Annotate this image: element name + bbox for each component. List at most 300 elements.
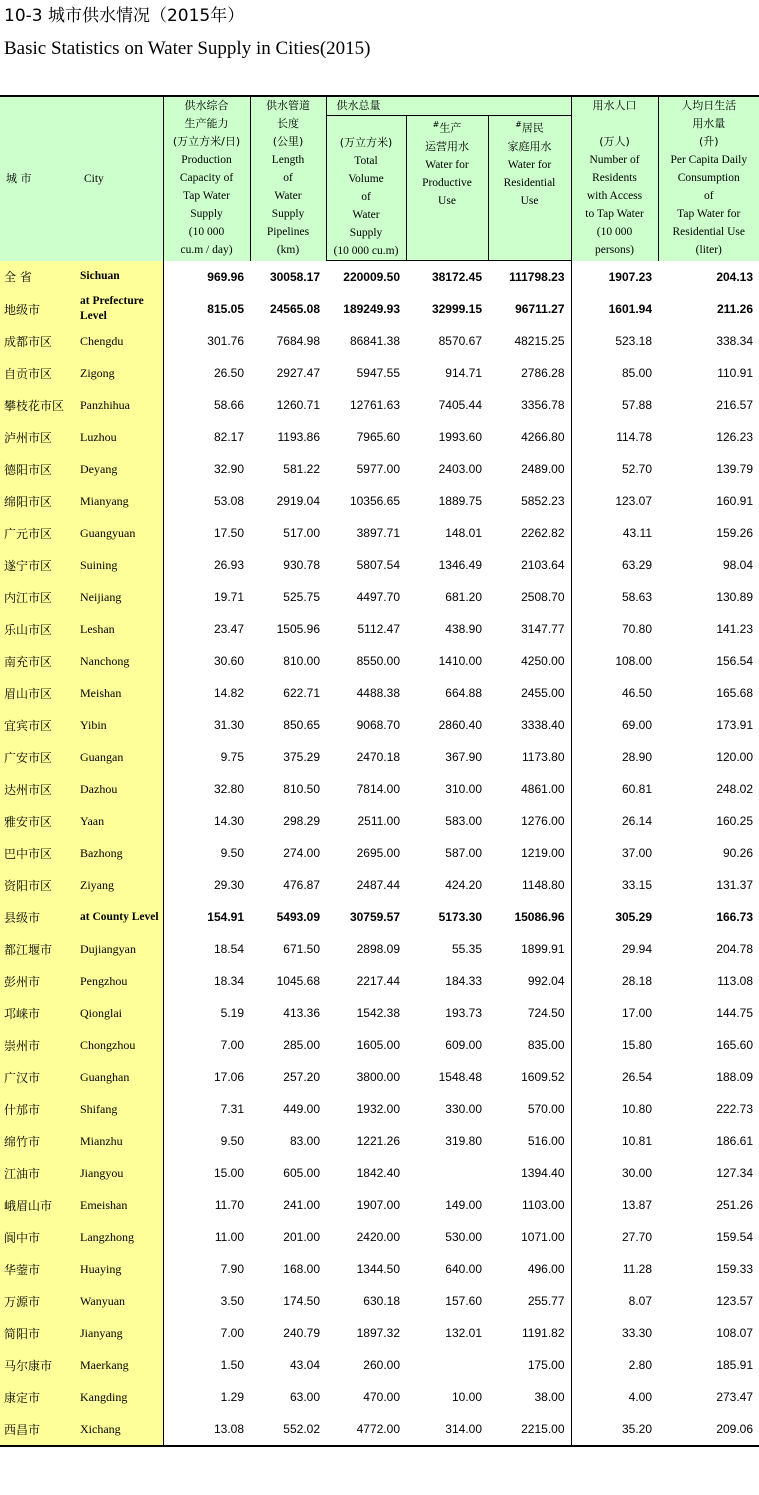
residential-use-cell: 38.00 (534, 1390, 565, 1404)
residents-cell: 57.88 (571, 389, 658, 421)
productive-use-cell: 5173.30 (438, 910, 482, 924)
city-name-chinese: 马尔康市 (0, 1349, 78, 1381)
residents-cell: 28.18 (571, 965, 658, 997)
city-name-english: Jiangyou (78, 1157, 163, 1189)
residents-cell: 43.11 (571, 517, 658, 549)
city-name-english: Nanchong (78, 645, 163, 677)
residential-use-cell: 111798.23 (509, 270, 565, 284)
table-row (0, 517, 759, 549)
city-name-english: Suining (78, 549, 163, 581)
residents-cell: 108.00 (571, 645, 658, 677)
residential-use-cell: 1173.80 (522, 750, 565, 764)
city-name-english: Jianyang (78, 1317, 163, 1349)
city-name-english: Guanghan (78, 1061, 163, 1093)
residents-cell: 28.90 (571, 741, 658, 773)
city-name-english: Bazhong (78, 837, 163, 869)
total-volume-cell: 7965.60 (356, 430, 400, 444)
title-chinese: 10-3 城市供水情况（2015年） (4, 6, 245, 26)
city-name-english: Guangan (78, 741, 163, 773)
residential-use-cell: 1148.80 (522, 878, 565, 892)
city-name-english: Langzhong (78, 1221, 163, 1253)
production-capacity-cell: 14.30 (163, 805, 250, 837)
per-capita-cell: 159.26 (716, 526, 754, 540)
productive-use-cell: 7405.44 (438, 398, 482, 412)
per-capita-cell: 139.79 (716, 462, 754, 476)
total-volume-cell: 5947.55 (356, 366, 400, 380)
per-capita-cell: 98.04 (722, 558, 754, 572)
residential-use-cell: 3356.78 (521, 398, 565, 412)
residential-use-cell: 1276.00 (521, 814, 565, 828)
residents-cell: 114.78 (571, 421, 658, 453)
city-name-chinese: 广安市区 (0, 741, 78, 773)
production-capacity-cell: 9.50 (163, 837, 250, 869)
header-residents: 用水人口 (万人) Number of Residents with Access to Tap Water (10 000 persons) (571, 96, 658, 261)
city-name-english: Qionglai (78, 997, 163, 1029)
header-total-volume: (万立方米) Total Volume of Water Supply (10 000 cu.m) (326, 116, 406, 261)
city-name-chinese: 江油市 (0, 1157, 78, 1189)
table-row (0, 741, 759, 773)
production-capacity-cell: 7.00 (163, 1029, 250, 1061)
total-volume-cell: 1542.38 (356, 1006, 400, 1020)
residents-cell: 85.00 (571, 357, 658, 389)
productive-use-cell: 587.00 (445, 846, 482, 860)
pipeline-length-cell: 930.78 (283, 558, 320, 572)
residents-cell: 58.63 (571, 581, 658, 613)
per-capita-cell: 204.78 (716, 942, 754, 956)
city-name-english: Deyang (78, 453, 163, 485)
total-volume-cell: 220009.50 (343, 270, 400, 284)
total-volume-cell: 4488.38 (356, 686, 400, 700)
production-capacity-cell: 31.30 (163, 709, 250, 741)
pipeline-length-cell: 63.00 (289, 1390, 320, 1404)
residential-use-cell: 96711.27 (515, 302, 565, 316)
total-volume-cell: 2470.18 (356, 750, 400, 764)
production-capacity-cell: 5.19 (163, 997, 250, 1029)
city-name-chinese: 巴中市区 (0, 837, 78, 869)
productive-use-cell: 310.00 (445, 782, 482, 796)
table-row (0, 549, 759, 581)
city-name-chinese: 泸州市区 (0, 421, 78, 453)
city-name-chinese: 地级市 (0, 293, 78, 325)
residential-use-cell: 2786.28 (521, 366, 565, 380)
table-row (0, 869, 759, 901)
production-capacity-cell: 7.90 (163, 1253, 250, 1285)
pipeline-length-cell: 240.79 (283, 1326, 320, 1340)
production-capacity-cell: 18.54 (163, 933, 250, 965)
per-capita-cell: 159.33 (716, 1262, 754, 1276)
productive-use-cell: 330.00 (445, 1102, 482, 1116)
production-capacity-cell: 17.50 (163, 517, 250, 549)
table-row (0, 1285, 759, 1317)
city-name-chinese: 什邡市 (0, 1093, 78, 1125)
city-name-chinese: 全 省 (0, 261, 78, 294)
residents-cell: 27.70 (571, 1221, 658, 1253)
city-name-english: at Prefecture Level (78, 293, 163, 325)
city-name-english: Emeishan (78, 1189, 163, 1221)
city-name-chinese: 万源市 (0, 1285, 78, 1317)
table-row (0, 837, 759, 869)
residents-cell: 70.80 (571, 613, 658, 645)
per-capita-cell: 123.57 (716, 1294, 754, 1308)
per-capita-cell: 131.37 (716, 878, 754, 892)
pipeline-length-cell: 525.75 (283, 590, 320, 604)
header-city-english: City (78, 96, 163, 261)
total-volume-cell: 189249.93 (343, 302, 400, 316)
pipeline-length-cell: 257.20 (283, 1070, 320, 1084)
productive-use-cell: 424.20 (445, 878, 482, 892)
residential-use-cell: 1191.82 (522, 1326, 565, 1340)
residential-use-cell: 48215.25 (514, 334, 565, 348)
residents-cell: 8.07 (571, 1285, 658, 1317)
residential-use-cell: 1609.52 (521, 1070, 565, 1084)
residents-cell: 26.14 (571, 805, 658, 837)
table-row (0, 1413, 759, 1446)
productive-use-cell: 583.00 (445, 814, 482, 828)
table-row (0, 805, 759, 837)
production-capacity-cell: 11.00 (163, 1221, 250, 1253)
city-name-chinese: 邛崃市 (0, 997, 78, 1029)
table-row (0, 325, 759, 357)
water-supply-table (0, 95, 759, 1447)
residential-use-cell: 2508.70 (521, 590, 565, 604)
pipeline-length-cell: 43.04 (289, 1358, 320, 1372)
city-name-english: Zigong (78, 357, 163, 389)
residential-use-cell: 724.50 (527, 1006, 565, 1020)
table-row (0, 1253, 759, 1285)
city-name-english: Huaying (78, 1253, 163, 1285)
table-row (0, 485, 759, 517)
residential-use-cell: 570.00 (527, 1102, 565, 1116)
per-capita-cell: 108.07 (716, 1326, 754, 1340)
city-name-chinese: 县级市 (0, 901, 78, 933)
city-name-chinese: 宜宾市区 (0, 709, 78, 741)
productive-use-cell: 8570.67 (438, 334, 482, 348)
total-volume-cell: 1897.32 (356, 1326, 400, 1340)
per-capita-cell: 110.91 (717, 366, 754, 380)
residential-use-cell: 992.04 (527, 974, 565, 988)
pipeline-length-cell: 298.29 (283, 814, 320, 828)
productive-use-cell: 367.90 (445, 750, 482, 764)
production-capacity-cell: 26.50 (163, 357, 250, 389)
production-capacity-cell: 15.00 (163, 1157, 250, 1189)
residents-cell: 17.00 (571, 997, 658, 1029)
residential-use-cell: 835.00 (527, 1038, 565, 1052)
city-name-english: Yibin (78, 709, 163, 741)
pipeline-length-cell: 201.00 (283, 1230, 320, 1244)
header-productive-use: #生产 运营用水 Water for Productive Use (406, 116, 488, 261)
residents-cell: 1907.23 (571, 261, 658, 294)
total-volume-cell: 12761.63 (349, 398, 400, 412)
productive-use-cell: 149.00 (445, 1198, 482, 1212)
pipeline-length-cell: 413.36 (283, 1006, 320, 1020)
productive-use-cell: 438.90 (445, 622, 482, 636)
total-volume-cell: 2217.44 (356, 974, 400, 988)
residents-cell: 52.70 (571, 453, 658, 485)
city-name-chinese: 广汉市 (0, 1061, 78, 1093)
city-name-chinese: 峨眉山市 (0, 1189, 78, 1221)
table-row (0, 389, 759, 421)
table-row (0, 901, 759, 933)
residential-use-cell: 4266.80 (521, 430, 565, 444)
total-volume-cell: 630.18 (363, 1294, 400, 1308)
production-capacity-cell: 154.91 (163, 901, 250, 933)
city-name-english: Yaan (78, 805, 163, 837)
production-capacity-cell: 3.50 (163, 1285, 250, 1317)
residential-use-cell: 2489.00 (521, 462, 565, 476)
city-name-english: Luzhou (78, 421, 163, 453)
total-volume-cell: 2511.00 (357, 814, 400, 828)
total-volume-cell: 8550.00 (356, 654, 400, 668)
productive-use-cell: 10.00 (451, 1390, 482, 1404)
city-name-english: Pengzhou (78, 965, 163, 997)
pipeline-length-cell: 581.22 (283, 462, 320, 476)
residential-use-cell: 1071.00 (521, 1230, 565, 1244)
residential-use-cell: 5852.23 (521, 494, 565, 508)
city-name-chinese: 简阳市 (0, 1317, 78, 1349)
pipeline-length-cell: 30058.17 (269, 269, 320, 284)
total-volume-cell: 5112.47 (357, 622, 400, 636)
production-capacity-cell: 301.76 (163, 325, 250, 357)
pipeline-length-cell: 622.71 (283, 686, 320, 700)
pipeline-length-cell: 285.00 (283, 1038, 320, 1052)
city-name-chinese: 内江市区 (0, 581, 78, 613)
production-capacity-cell: 19.71 (163, 581, 250, 613)
table-row (0, 997, 759, 1029)
city-name-english: Leshan (78, 613, 163, 645)
productive-use-cell: 32999.15 (431, 302, 482, 316)
total-volume-cell: 5807.54 (356, 558, 400, 572)
total-volume-cell: 86841.38 (349, 334, 400, 348)
table-row (0, 773, 759, 805)
total-volume-cell: 1221.26 (356, 1134, 400, 1148)
total-volume-cell: 3800.00 (356, 1070, 400, 1084)
residents-cell: 1601.94 (571, 293, 658, 325)
total-volume-cell: 10356.65 (349, 494, 400, 508)
header-pipeline-length: 供水管道 长度 (公里) Length of Water Supply Pipelines (km) (250, 96, 326, 261)
city-name-chinese: 雅安市区 (0, 805, 78, 837)
city-name-chinese: 广元市区 (0, 517, 78, 549)
productive-use-cell (406, 1157, 488, 1189)
residential-use-cell: 2215.00 (488, 1413, 571, 1446)
per-capita-cell: 160.91 (716, 494, 754, 508)
productive-use-cell: 38172.45 (431, 270, 482, 284)
residents-cell: 60.81 (571, 773, 658, 805)
residential-use-cell: 175.00 (527, 1358, 565, 1372)
residential-use-cell: 1103.00 (522, 1198, 565, 1212)
city-name-english: Shifang (78, 1093, 163, 1125)
per-capita-cell: 90.26 (722, 846, 754, 860)
city-name-chinese: 资阳市区 (0, 869, 78, 901)
city-name-english: Ziyang (78, 869, 163, 901)
production-capacity-cell: 13.08 (163, 1413, 250, 1446)
residential-use-cell: 2455.00 (521, 686, 565, 700)
residents-cell: 26.54 (571, 1061, 658, 1093)
residents-cell: 10.81 (571, 1125, 658, 1157)
per-capita-cell: 113.08 (717, 974, 754, 988)
city-name-english: Meishan (78, 677, 163, 709)
city-name-english: Dazhou (78, 773, 163, 805)
header-residential-use: #居民 家庭用水 Water for Residential Use (488, 116, 571, 261)
city-name-chinese: 遂宁市区 (0, 549, 78, 581)
residents-cell: 37.00 (571, 837, 658, 869)
city-name-english: at County Level (78, 901, 163, 933)
total-volume-cell: 1344.50 (356, 1262, 400, 1276)
productive-use-cell: 148.01 (445, 526, 482, 540)
residential-use-cell: 1899.91 (521, 942, 565, 956)
per-capita-cell: 251.26 (716, 1198, 754, 1212)
residential-use-cell: 2262.82 (521, 526, 565, 540)
pipeline-length-cell: 83.00 (289, 1134, 320, 1148)
per-capita-cell: 248.02 (716, 782, 754, 796)
residents-cell: 305.29 (571, 901, 658, 933)
city-name-english: Mianzhu (78, 1125, 163, 1157)
pipeline-length-cell: 5493.09 (276, 910, 320, 924)
city-name-chinese: 绵阳市区 (0, 485, 78, 517)
table-row (0, 581, 759, 613)
productive-use-cell: 132.01 (445, 1326, 482, 1340)
per-capita-cell: 159.54 (716, 1230, 754, 1244)
productive-use-cell: 319.80 (445, 1134, 482, 1148)
table-row (0, 1029, 759, 1061)
productive-use-cell: 2860.40 (438, 718, 482, 732)
per-capita-cell: 130.89 (716, 590, 754, 604)
pipeline-length-cell: 449.00 (283, 1102, 320, 1116)
production-capacity-cell: 9.75 (163, 741, 250, 773)
city-name-english: Kangding (78, 1381, 163, 1413)
pipeline-length-cell: 1505.96 (276, 622, 320, 636)
pipeline-length-cell: 24565.08 (269, 302, 320, 316)
city-name-english: Mianyang (78, 485, 163, 517)
city-name-english: Wanyuan (78, 1285, 163, 1317)
city-name-chinese: 绵竹市 (0, 1125, 78, 1157)
pipeline-length-cell: 168.00 (283, 1262, 320, 1276)
pipeline-length-cell: 517.00 (283, 526, 320, 540)
production-capacity-cell: 29.30 (163, 869, 250, 901)
table-body (0, 261, 759, 1447)
residents-cell: 4.00 (571, 1381, 658, 1413)
productive-use-cell: 184.33 (445, 974, 482, 988)
residents-cell: 63.29 (571, 549, 658, 581)
city-name-chinese: 崇州市 (0, 1029, 78, 1061)
city-name-chinese: 康定市 (0, 1381, 78, 1413)
per-capita-cell: 185.91 (716, 1358, 754, 1372)
per-capita-cell: 338.34 (716, 334, 754, 348)
total-volume-cell: 1605.00 (356, 1038, 400, 1052)
residents-cell: 123.07 (571, 485, 658, 517)
per-capita-cell: 173.91 (716, 718, 754, 732)
residential-use-cell: 4861.00 (521, 782, 565, 796)
per-capita-cell: 165.60 (716, 1038, 754, 1052)
residents-cell: 15.80 (571, 1029, 658, 1061)
table-row (0, 1061, 759, 1093)
production-capacity-cell: 58.66 (163, 389, 250, 421)
city-name-english: Sichuan (78, 261, 163, 294)
production-capacity-cell: 11.70 (163, 1189, 250, 1221)
per-capita-cell: 166.73 (716, 910, 754, 924)
pipeline-length-cell: 552.02 (250, 1413, 326, 1446)
table-row (0, 613, 759, 645)
productive-use-cell: 193.73 (445, 1006, 482, 1020)
city-name-chinese: 德阳市区 (0, 453, 78, 485)
table-row (0, 1317, 759, 1349)
city-name-english: Chengdu (78, 325, 163, 357)
header-city-chinese: 城 市 (0, 96, 78, 261)
production-capacity-cell: 26.93 (163, 549, 250, 581)
pipeline-length-cell: 476.87 (283, 878, 320, 892)
table-row (0, 261, 759, 294)
residents-cell: 30.00 (571, 1157, 658, 1189)
table-row (0, 965, 759, 997)
city-name-english: Chongzhou (78, 1029, 163, 1061)
productive-use-cell: 314.00 (406, 1413, 488, 1446)
city-name-chinese: 达州市区 (0, 773, 78, 805)
residents-cell: 33.30 (571, 1317, 658, 1349)
pipeline-length-cell: 375.29 (283, 750, 320, 764)
pipeline-length-cell: 2927.47 (276, 366, 320, 380)
pipeline-length-cell: 671.50 (283, 942, 320, 956)
residential-use-cell: 1219.00 (521, 846, 565, 860)
production-capacity-cell: 1.50 (163, 1349, 250, 1381)
production-capacity-cell: 32.80 (163, 773, 250, 805)
total-volume-cell: 2898.09 (356, 942, 400, 956)
pipeline-length-cell: 274.00 (283, 846, 320, 860)
total-volume-cell: 4497.70 (356, 590, 400, 604)
per-capita-cell: 126.23 (716, 430, 754, 444)
productive-use-cell: 1346.49 (438, 558, 482, 572)
city-name-chinese: 彭州市 (0, 965, 78, 997)
production-capacity-cell: 23.47 (163, 613, 250, 645)
city-name-english: Maerkang (78, 1349, 163, 1381)
per-capita-cell: 186.61 (716, 1134, 754, 1148)
total-volume-cell: 2420.00 (356, 1230, 400, 1244)
per-capita-cell: 144.75 (716, 1006, 754, 1020)
total-volume-cell: 1907.00 (356, 1198, 400, 1212)
total-volume-cell: 260.00 (363, 1358, 400, 1372)
production-capacity-cell: 7.31 (163, 1093, 250, 1125)
pipeline-length-cell: 1260.71 (276, 398, 320, 412)
pipeline-length-cell: 174.50 (283, 1294, 320, 1308)
city-name-chinese: 南充市区 (0, 645, 78, 677)
residents-cell: 11.28 (571, 1253, 658, 1285)
residential-use-cell: 15086.96 (514, 910, 565, 924)
production-capacity-cell: 18.34 (163, 965, 250, 997)
productive-use-cell: 640.00 (445, 1262, 482, 1276)
productive-use-cell: 530.00 (445, 1230, 482, 1244)
pipeline-length-cell: 605.00 (283, 1166, 320, 1180)
per-capita-cell: 209.06 (658, 1413, 759, 1446)
table-row (0, 357, 759, 389)
city-name-chinese: 阆中市 (0, 1221, 78, 1253)
table-row (0, 1125, 759, 1157)
city-name-english: Guangyuan (78, 517, 163, 549)
production-capacity-cell: 969.96 (163, 261, 250, 294)
table-row (0, 1381, 759, 1413)
per-capita-cell: 222.73 (716, 1102, 754, 1116)
residential-use-cell: 3338.40 (521, 718, 565, 732)
residents-cell: 46.50 (571, 677, 658, 709)
residents-cell: 523.18 (571, 325, 658, 357)
total-volume-cell: 7814.00 (356, 782, 400, 796)
pipeline-length-cell: 810.50 (283, 782, 320, 796)
production-capacity-cell: 53.08 (163, 485, 250, 517)
per-capita-cell: 165.68 (716, 686, 754, 700)
table-row (0, 453, 759, 485)
productive-use-cell: 1410.00 (438, 654, 482, 668)
total-volume-cell: 4772.00 (326, 1413, 406, 1446)
per-capita-cell: 156.54 (716, 654, 754, 668)
residents-cell: 2.80 (571, 1349, 658, 1381)
pipeline-length-cell: 810.00 (283, 654, 320, 668)
